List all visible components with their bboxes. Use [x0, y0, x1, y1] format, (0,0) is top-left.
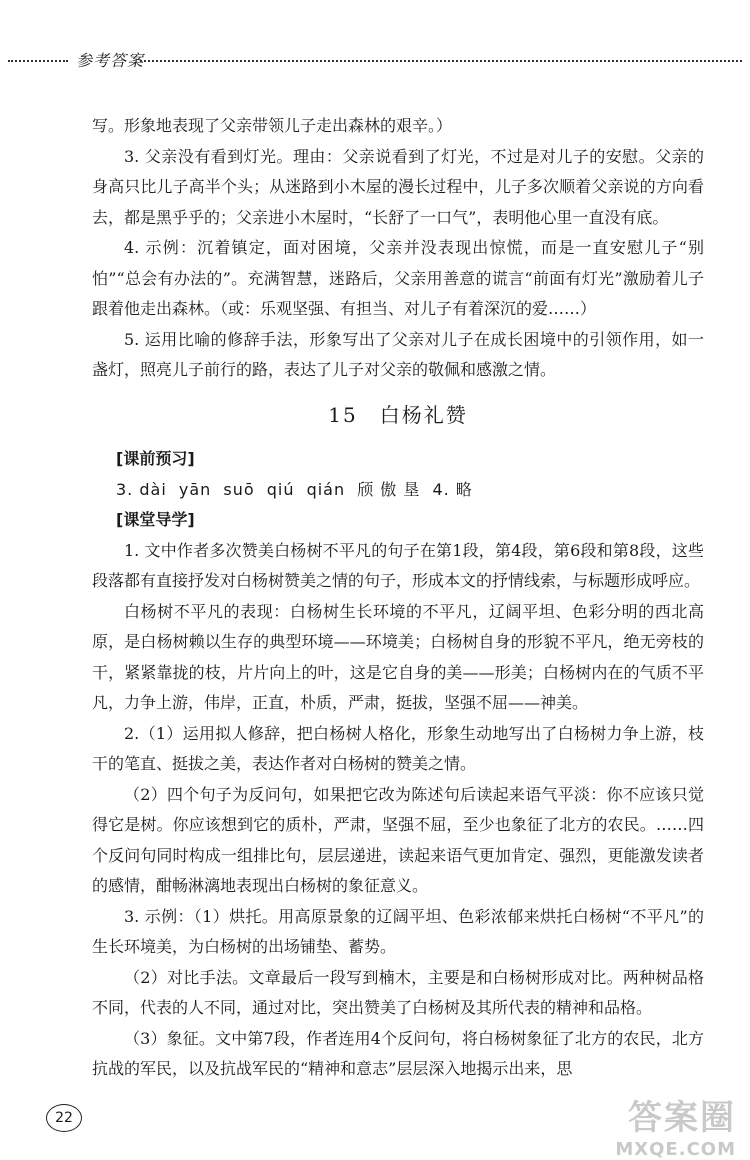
section-label-guide: [课堂导学] — [116, 510, 195, 529]
running-header — [0, 38, 750, 78]
pinyin-answers — [92, 475, 704, 506]
guide-answer-1-detail: 白杨树不平凡的表现：白杨树生长环境的不平凡，辽阔平坦、色彩分明的西北高原，是白杨树赖以生存的典型环境——环境美；白杨树自身的形貌不平凡，绝无旁枝的干，紧紧靠拢的枝，片片向上的叶，这是它自身的美——形美；白杨树内在的气质不平凡，力争上游，伟岸，正直，朴质，严肃，挺拔，坚强不屈——神美。 — [92, 601, 704, 712]
pinyin-item: dài — [139, 479, 167, 499]
watermark-text: 答案圈 — [628, 1098, 736, 1138]
header-dotted-rule-right — [140, 60, 742, 62]
page-body — [92, 111, 704, 1085]
header-title: 参考答案 — [76, 51, 145, 70]
guide-answer-3-1: 3. 示例：（1）烘托。用高原景象的辽阔平坦、色彩浓郁来烘托白杨树“不平凡”的生长环境美，为白杨树的出场铺垫、蓄势。 — [92, 906, 704, 956]
paragraph-continuation: 写。形象地表现了父亲带领儿子走出森林的艰辛。） — [92, 116, 453, 135]
guide-answer-3-3: （3）象征。文中第7段，作者连用4个反问句，将白杨树象征了北方的农民，北方抗战的军民，以及抗战军民的“精神和意志”层层深入地揭示出来，思 — [92, 1028, 704, 1078]
pinyin-item: qiú — [266, 479, 295, 499]
guide-answer-2-1: 2.（1）运用拟人修辞，把白杨树人格化，形象生动地写出了白杨树力争上游，枝干的笔直、挺拔之美，表达作者对白杨树的赞美之情。 — [92, 723, 704, 773]
hanzi-answers: 颀 傲 垦 — [357, 479, 421, 499]
watermark-url: MXQE.COM — [615, 1139, 736, 1160]
page-number: 22 — [46, 1104, 82, 1132]
pinyin-item: yān — [178, 479, 212, 499]
pinyin-item: qián — [306, 479, 346, 499]
pinyin-item: suō — [223, 479, 255, 499]
section-label-preview: [课前预习] — [116, 449, 195, 468]
guide-answer-2-2: （2）四个句子为反问句，如果把它改为陈述句后读起来语气平淡：你不应该只觉得它是树。你应该想到它的质朴，严肃，坚强不屈，至少也象征了北方的农民。……四个反问句同时构成一组排比句，层层递进，读起来语气更加肯定、强烈，更能激发读者的感情，酣畅淋漓地表现出白杨树的象征意义。 — [92, 784, 704, 895]
lesson-title: 白杨礼赞 — [379, 402, 468, 427]
guide-answer-1: 1. 文中作者多次赞美白杨树不平凡的句子在第1段，第4段，第6段和第8段，这些段落都有直接抒发对白杨树赞美之情的句子，形成本文的抒情线索，与标题形成呼应。 — [92, 540, 704, 590]
lesson-number: 15 — [328, 402, 358, 427]
header-dotted-rule-left — [8, 60, 68, 62]
lesson-heading — [92, 400, 704, 431]
answer-3: 3. 父亲没有看到灯光。理由：父亲说看到了灯光，不过是对儿子的安慰。父亲的身高只比儿子高半个头；从迷路到小木屋的漫长过程中，儿子多次顺着父亲说的方向看去，都是黑乎乎的；父亲进小木屋时，“长舒了一口气”，表明他心里一直没有底。 — [92, 146, 704, 227]
pinyin-prefix: 3. — [116, 479, 134, 499]
guide-answer-3-2: （2）对比手法。文章最后一段写到楠木，主要是和白杨树形成对比。两种树品格不同，代表的人不同，通过对比，突出赞美了白杨树及其所代表的精神和品格。 — [92, 967, 704, 1017]
watermark — [615, 1090, 736, 1160]
answer-4: 4. 示例：沉着镇定，面对困境，父亲并没表现出惊慌，而是一直安慰儿子“别怕”“总会有办法的”。充满智慧，迷路后，父亲用善意的谎言“前面有灯光”激励着儿子跟着他走出森林。（或：乐观坚强、有担当、对儿子有着深沉的爱……） — [92, 238, 704, 318]
answer-5: 5. 运用比喻的修辞手法，形象写出了父亲对儿子在成长困境中的引领作用，如一盏灯，照亮儿子前行的路，表达了儿子对父亲的敬佩和感激之情。 — [92, 329, 704, 379]
pinyin-suffix: 4. 略 — [432, 479, 473, 499]
